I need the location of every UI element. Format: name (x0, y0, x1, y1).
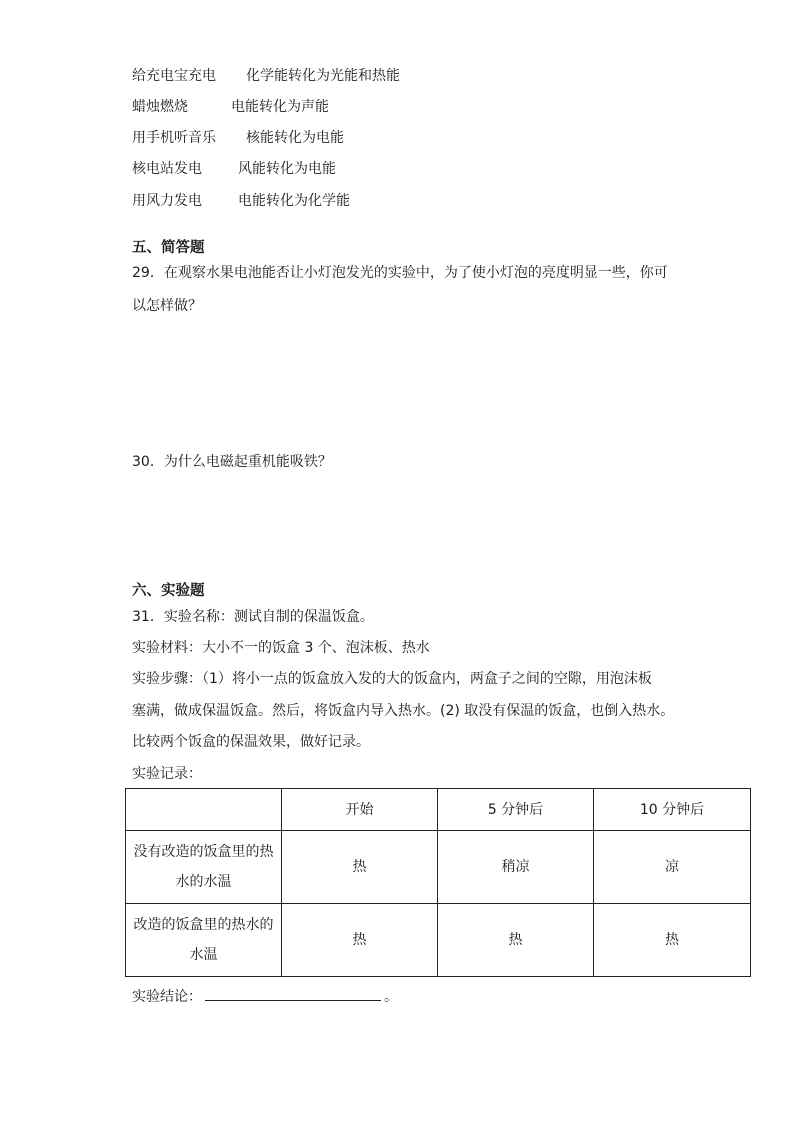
matching-left-item: 给充电宝充电 (132, 68, 216, 84)
experiment-steps-line-1: 实验步骤：（1）将小一点的饭盒放入发的大的饭盒内，两盒子之间的空隙，用泡沫板 (132, 671, 652, 687)
table-header-cell: 5 分钟后 (438, 789, 594, 831)
conclusion-label: 实验结论： (132, 989, 202, 1005)
section-5-heading: 五、简答题 (132, 240, 205, 256)
experiment-steps-line-3: 比较两个饭盒的保温效果，做好记录。 (132, 734, 370, 750)
matching-right-item: 电能转化为声能 (231, 99, 329, 115)
experiment-steps-line-2: 塞满，做成保温饭盒。然后，将饭盒内导入热水。(2) 取没有保温的饭盒，也倒入热水。 (132, 703, 675, 719)
table-cell: 热 (282, 904, 438, 977)
conclusion-answer-blank[interactable] (205, 985, 381, 1001)
conclusion-end-punctuation: 。 (384, 989, 398, 1005)
matching-left-item: 蜡烛燃烧 (132, 99, 188, 115)
matching-left-item: 核电站发电 (132, 161, 202, 177)
table-cell: 热 (594, 904, 751, 977)
table-cell: 凉 (594, 831, 751, 904)
section-6-heading: 六、实验题 (132, 583, 205, 599)
matching-right-item: 风能转化为电能 (238, 161, 336, 177)
experiment-materials: 实验材料：大小不一的饭盒 3 个、泡沫板、热水 (132, 640, 430, 656)
question-30: 30．为什么电磁起重机能吸铁？ (132, 454, 332, 470)
table-row-label: 没有改造的饭盒里的热水的水温 (126, 831, 282, 904)
matching-left-item: 用风力发电 (132, 193, 202, 209)
question-29-line-2: 以怎样做？ (132, 298, 202, 314)
matching-right-item: 化学能转化为光能和热能 (246, 68, 400, 84)
matching-right-item: 核能转化为电能 (246, 130, 344, 146)
experiment-conclusion (132, 985, 398, 1007)
table-cell: 热 (282, 831, 438, 904)
table-cell: 稍凉 (438, 831, 594, 904)
table-header-cell: 开始 (282, 789, 438, 831)
table-header-row (126, 789, 751, 831)
question-31-name: 31．实验名称：测试自制的保温饭盒。 (132, 609, 374, 625)
question-29-line-1: 29．在观察水果电池能否让小灯泡发光的实验中，为了使小灯泡的亮度明显一些，你可 (132, 265, 668, 281)
table-row (126, 831, 751, 904)
table-cell: 热 (438, 904, 594, 977)
table-row-label: 改造的饭盒里的热水的水温 (126, 904, 282, 977)
table-row (126, 904, 751, 977)
matching-right-item: 电能转化为化学能 (238, 193, 350, 209)
experiment-record-table (125, 788, 751, 977)
table-header-cell: 10 分钟后 (594, 789, 751, 831)
experiment-record-label: 实验记录： (132, 766, 202, 782)
table-header-cell (126, 789, 282, 831)
matching-left-item: 用手机听音乐 (132, 130, 216, 146)
